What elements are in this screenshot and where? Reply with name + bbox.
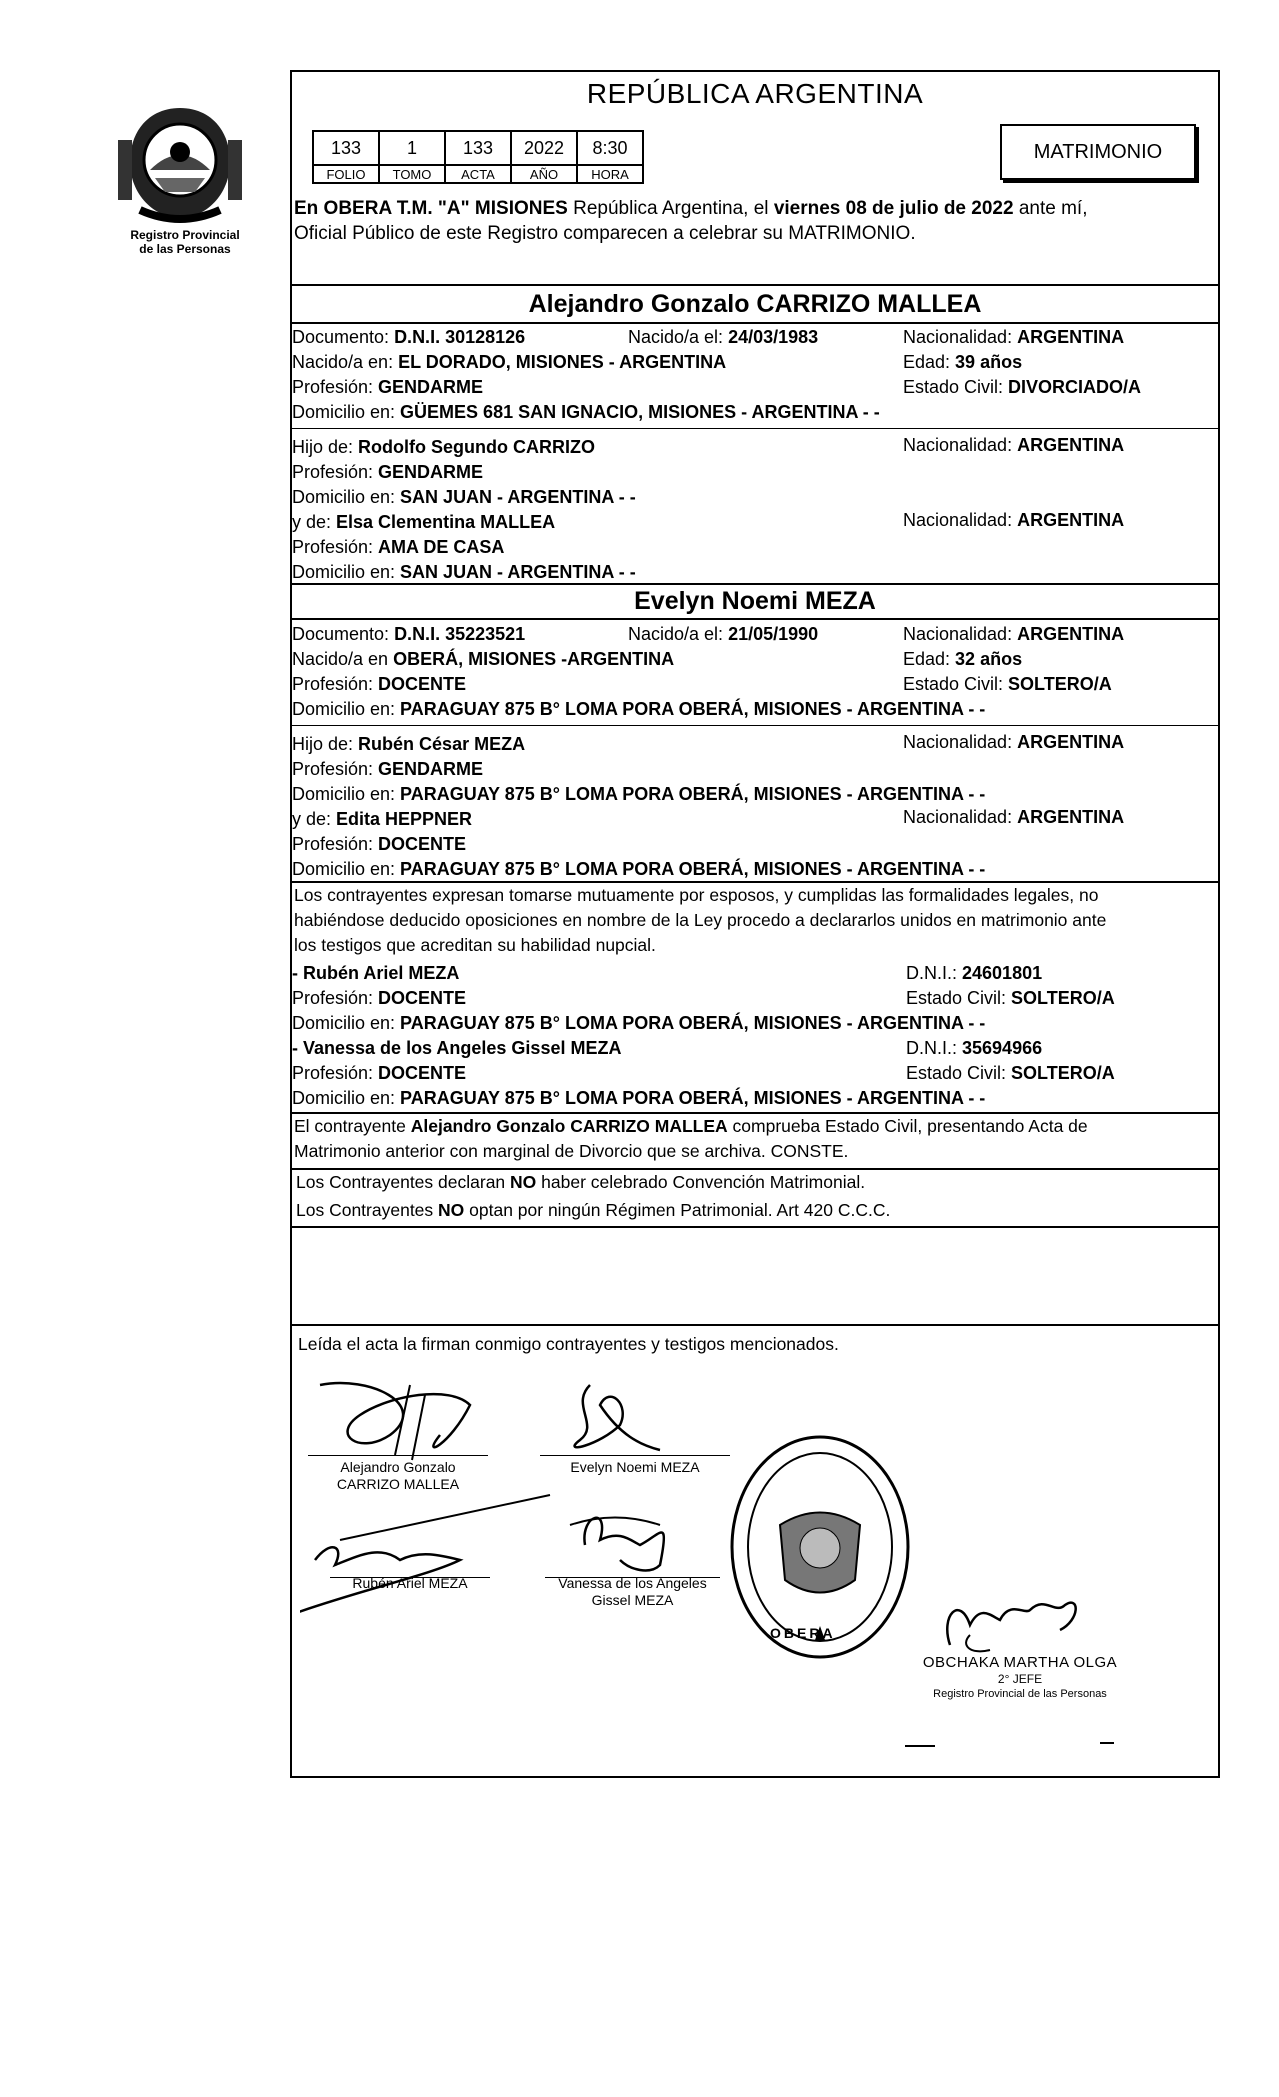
groom-mother-nationality (903, 509, 1124, 531)
intro-date: viernes 08 de julio de 2022 (773, 198, 1014, 219)
value: Elsa Clementina MALLEA (336, 512, 556, 532)
label: y de: (292, 809, 337, 829)
value: 24601801 (962, 963, 1043, 983)
value: ARGENTINA (1017, 435, 1125, 455)
divider (290, 1168, 1220, 1170)
witness2-name: - Vanessa de los Angeles Gissel MEZA (292, 1038, 622, 1058)
label: Domicilio en: (292, 562, 401, 582)
groom-mother-profession (292, 536, 504, 558)
label: Profesión: (292, 759, 379, 779)
value: 35694966 (962, 1038, 1043, 1058)
value: GENDARME (378, 377, 484, 397)
value: GENDARME (378, 462, 484, 482)
declaration-line3: los testigos que acreditan su habilidad nupcial. (294, 935, 656, 955)
anio-value: 2022 (511, 131, 577, 165)
value: EL DORADO, MISIONES - ARGENTINA (398, 352, 727, 372)
intro-line2: Oficial Público de este Registro comparecen a celebrar su MATRIMONIO. (294, 223, 916, 244)
groom-father-address (292, 486, 636, 508)
value: SOLTERO/A (1008, 674, 1112, 694)
label: Hijo de: (292, 734, 359, 754)
label: Profesión: (292, 377, 379, 397)
value: OBERÁ, MISIONES -ARGENTINA (393, 649, 675, 669)
intro-text1: República Argentina, el (567, 198, 774, 219)
official-organization: Registro Provincial de las Personas (933, 1688, 1107, 1700)
witness1-address (292, 1012, 985, 1034)
value: DOCENTE (378, 988, 467, 1008)
value: SOLTERO/A (1011, 1063, 1115, 1083)
text: comprueba Estado Civil, presentando Acta de (727, 1116, 1088, 1136)
divider (290, 1324, 1220, 1326)
value: DOCENTE (378, 1063, 467, 1083)
value: ARGENTINA (1017, 624, 1125, 644)
value: 32 años (955, 649, 1023, 669)
label: Domicilio en: (292, 402, 401, 422)
divider (290, 322, 1220, 324)
intro-place: En OBERA T.M. "A" MISIONES (294, 198, 568, 219)
label: Estado Civil: (906, 1063, 1012, 1083)
label: Profesión: (292, 674, 379, 694)
label: D.N.I.: (906, 963, 963, 983)
folio-label: FOLIO (313, 165, 379, 183)
document-title: REPÚBLICA ARGENTINA (586, 78, 924, 109)
value: D.N.I. 30128126 (394, 327, 526, 347)
bride-father-address (292, 783, 985, 805)
groom-address (292, 401, 880, 423)
acta-label: ACTA (445, 165, 511, 183)
acta-value: 133 (445, 131, 511, 165)
value: SAN JUAN - ARGENTINA - - (400, 562, 636, 582)
act-type-box: MATRIMONIO (1000, 124, 1196, 180)
groom-age (903, 351, 1022, 373)
mark (1100, 1742, 1114, 1744)
value: Rubén César MEZA (358, 734, 526, 754)
closing-statement: Leída el acta la firman conmigo contrayentes y testigos mencionados. (298, 1334, 839, 1354)
value: PARAGUAY 875 B° LOMA PORA OBERÁ, MISIONES - ARGENTINA - - (400, 859, 986, 879)
value: AMA DE CASA (378, 537, 505, 557)
declaration-line2: habiéndose deducido oposiciones en nombre de la Ley procedo a declararlos unidos en matrimonio ante (294, 910, 1107, 930)
groom-mother (292, 511, 555, 533)
civil-status-note-line1 (294, 1115, 1088, 1137)
line1: Vanessa de los Angeles (558, 1575, 707, 1591)
divider (290, 725, 1220, 726)
declaration-line1: Los contrayentes expresan tomarse mutuamente por esposos, y cumplidas las formalidades legales, no (294, 885, 1099, 905)
label: Nacido/a en (292, 649, 394, 669)
civil-status-note-line2: Matrimonio anterior con marginal de Divorcio que se archiva. CONSTE. (294, 1141, 849, 1161)
value: SAN JUAN - ARGENTINA - - (400, 487, 636, 507)
intro-paragraph (294, 196, 1216, 246)
witness2-signature-name (545, 1575, 720, 1609)
groom-father (292, 436, 595, 458)
groom-name-ref: Alejandro Gonzalo CARRIZO MALLEA (410, 1116, 728, 1136)
value: Rodolfo Segundo CARRIZO (358, 437, 596, 457)
label: D.N.I.: (906, 1038, 963, 1058)
witness1-profession (292, 987, 466, 1009)
groom-profession (292, 376, 483, 398)
convention-note (296, 1171, 865, 1193)
bride-father-profession (292, 758, 483, 780)
value: ARGENTINA (1017, 510, 1125, 530)
bride-father (292, 733, 525, 755)
bride-mother-profession (292, 833, 466, 855)
no-emphasis: NO (510, 1172, 537, 1192)
label: Documento: (292, 624, 395, 644)
line2: CARRIZO MALLEA (336, 1476, 460, 1492)
bride-father-nationality (903, 731, 1124, 753)
official-signature (930, 1585, 1120, 1660)
witness2-profession (292, 1062, 466, 1084)
bride-nationality (903, 623, 1124, 645)
value: D.N.I. 35223521 (394, 624, 526, 644)
label: Estado Civil: (906, 988, 1012, 1008)
stamp-city: OBERA (770, 1625, 836, 1641)
value: PARAGUAY 875 B° LOMA PORA OBERÁ, MISIONES - ARGENTINA - - (400, 1013, 986, 1033)
value: ARGENTINA (1017, 327, 1125, 347)
label: Nacido/a en: (292, 352, 399, 372)
bride-name: Evelyn Noemi MEZA (634, 587, 876, 615)
label: Nacionalidad: (903, 327, 1018, 347)
tomo-label: TOMO (379, 165, 445, 183)
label: Domicilio en: (292, 1013, 401, 1033)
bride-signature-line (540, 1455, 730, 1456)
bride-mother-nationality (903, 806, 1124, 828)
anio-label: AÑO (511, 165, 577, 183)
witness1-signature-name: Rubén Ariel MEZA (352, 1575, 468, 1591)
label: Estado Civil: (903, 377, 1009, 397)
folio-value: 133 (313, 131, 379, 165)
divider (290, 1226, 1220, 1228)
bride-profession (292, 673, 466, 695)
groom-name: Alejandro Gonzalo CARRIZO MALLEA (528, 290, 982, 318)
bride-birth-place (292, 648, 674, 670)
label: Profesión: (292, 1063, 379, 1083)
value: SOLTERO/A (1011, 988, 1115, 1008)
value: ARGENTINA (1017, 807, 1125, 827)
value: PARAGUAY 875 B° LOMA PORA OBERÁ, MISIONES - ARGENTINA - - (400, 1088, 986, 1108)
label: Profesión: (292, 988, 379, 1008)
value: ARGENTINA (1017, 732, 1125, 752)
witness2-address (292, 1087, 985, 1109)
value: DIVORCIADO/A (1008, 377, 1142, 397)
groom-signature-line (308, 1455, 488, 1456)
intro-text2: ante mí, (1013, 198, 1088, 219)
label: Nacionalidad: (903, 807, 1018, 827)
logo-caption (105, 228, 265, 256)
label: Domicilio en: (292, 859, 401, 879)
bride-document (292, 623, 525, 645)
groom-mother-address (292, 561, 636, 583)
bride-birth-date (628, 623, 818, 645)
label: Domicilio en: (292, 1088, 401, 1108)
value: GÜEMES 681 SAN IGNACIO, MISIONES - ARGENTINA - - (400, 402, 880, 422)
label: Nacionalidad: (903, 435, 1018, 455)
label: Hijo de: (292, 437, 359, 457)
bride-address (292, 698, 985, 720)
value: PARAGUAY 875 B° LOMA PORA OBERÁ, MISIONES - ARGENTINA - - (400, 699, 986, 719)
groom-birth-place (292, 351, 726, 373)
official-title: 2° JEFE (997, 1672, 1043, 1686)
bride-civil-status (903, 673, 1112, 695)
label: Nacido/a el: (628, 624, 729, 644)
text: Los Contrayentes (296, 1200, 439, 1220)
line1: Alejandro Gonzalo (340, 1459, 456, 1475)
groom-signature-name (298, 1459, 498, 1493)
hora-label: HORA (577, 165, 643, 183)
value: PARAGUAY 875 B° LOMA PORA OBERÁ, MISIONES - ARGENTINA - - (400, 784, 986, 804)
value: 39 años (955, 352, 1023, 372)
label: Nacionalidad: (903, 510, 1018, 530)
bride-age (903, 648, 1022, 670)
bride-mother-address (292, 858, 985, 880)
divider (290, 881, 1220, 883)
groom-father-profession (292, 461, 483, 483)
bride-signature-name: Evelyn Noemi MEZA (570, 1459, 700, 1475)
label: Edad: (903, 649, 956, 669)
label: Nacionalidad: (903, 624, 1018, 644)
label: y de: (292, 512, 337, 532)
regime-note (296, 1199, 890, 1221)
groom-father-nationality (903, 434, 1124, 456)
text: El contrayente (294, 1116, 411, 1136)
logo-caption-line1: Registro Provincial (130, 228, 240, 242)
label: Domicilio en: (292, 784, 401, 804)
groom-document (292, 326, 525, 348)
label: Edad: (903, 352, 956, 372)
groom-birth-date (628, 326, 818, 348)
witness2-civil-status (906, 1062, 1115, 1084)
value: GENDARME (378, 759, 484, 779)
witness1-dni (906, 962, 1042, 984)
text: optan por ningún Régimen Patrimonial. Art 420 C.C.C. (464, 1200, 891, 1220)
hora-value: 8:30 (577, 131, 643, 165)
label: Profesión: (292, 834, 379, 854)
label: Nacido/a el: (628, 327, 729, 347)
label: Estado Civil: (903, 674, 1009, 694)
text: haber celebrado Convención Matrimonial. (536, 1172, 866, 1192)
label: Domicilio en: (292, 699, 401, 719)
divider (290, 583, 1220, 585)
mark (905, 1745, 935, 1747)
registry-reference-table (312, 130, 644, 184)
witness1-civil-status (906, 987, 1115, 1009)
divider (290, 1112, 1220, 1114)
groom-civil-status (903, 376, 1141, 398)
label: Profesión: (292, 537, 379, 557)
bride-mother (292, 808, 472, 830)
official-name: OBCHAKA MARTHA OLGA (922, 1654, 1118, 1671)
value: DOCENTE (378, 834, 467, 854)
no-emphasis: NO (438, 1200, 465, 1220)
text: Los Contrayentes declaran (296, 1172, 511, 1192)
groom-nationality (903, 326, 1124, 348)
value: 21/05/1990 (728, 624, 819, 644)
value: 24/03/1983 (728, 327, 819, 347)
value: DOCENTE (378, 674, 467, 694)
witness1-name: - Rubén Ariel MEZA (292, 963, 460, 983)
label: Nacionalidad: (903, 732, 1018, 752)
tomo-value: 1 (379, 131, 445, 165)
witness2-dni (906, 1037, 1042, 1059)
label: Domicilio en: (292, 487, 401, 507)
logo-caption-line2: de las Personas (139, 242, 231, 256)
line2: Gissel MEZA (591, 1592, 674, 1608)
provincial-registry-logo (100, 100, 260, 230)
label: Documento: (292, 327, 395, 347)
value: Edita HEPPNER (336, 809, 473, 829)
divider (290, 284, 1220, 286)
divider (290, 428, 1220, 429)
label: Profesión: (292, 462, 379, 482)
divider (290, 618, 1220, 620)
